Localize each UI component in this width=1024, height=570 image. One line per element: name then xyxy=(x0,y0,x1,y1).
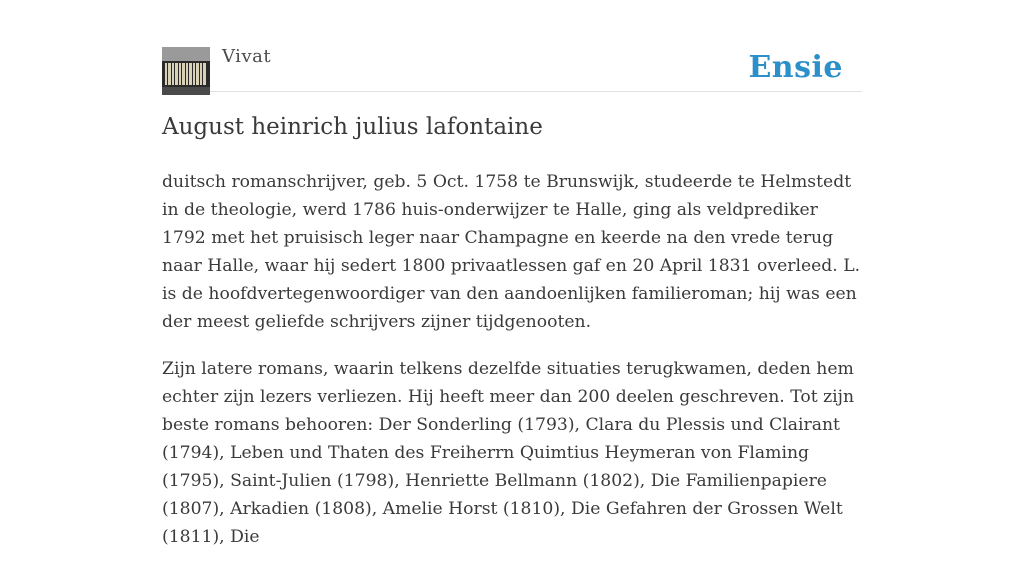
article-container xyxy=(162,0,862,547)
page-title: August heinrich julius lafontaine xyxy=(162,114,543,140)
avatar[interactable] xyxy=(162,47,210,95)
paragraph: duitsch romanschrijver, geb. 5 Oct. 1758 te Brunswijk, studeerde te Helmstedt in de theologie, werd 1786 huis-onderwijzer te Halle, ging als veldprediker 1792 met het pruisisch leger naar Champagne en keerde na den vrede terug naar Halle, waar hij sedert 1800 privaatlessen gaf en 20 April 1831 overleed. L. is de hoofdvertegenwoordiger van den aandoenlijken familieroman; hij was een der meest geliefde schrijvers zijner tijdgenooten. xyxy=(162,172,861,332)
username[interactable]: Vivat xyxy=(222,46,272,67)
header xyxy=(162,0,862,92)
paragraph: Zijn latere romans, waarin telkens dezelfde situaties terugkwamen, deden hem echter zijn lezers verliezen. Hij heeft meer dan 200 deelen geschreven. Tot zijn beste romans behooren: Der Sonderling (1793), Clara du Plessis und Clairant (1794), Leben und Thaten des Freiherrn Quimtius Heymeran von Flaming (1795), Saint-Julien (1798), Henriette Bellmann (1802), Die Familienpapiere (1807), Arkadien (1808), Amelie Horst (1810), Die Gefahren der Grossen Welt (1811), Die xyxy=(162,359,855,547)
brand-logo[interactable]: Ensie xyxy=(748,50,843,85)
bookshelf-icon xyxy=(162,47,210,95)
article-body xyxy=(162,168,867,570)
